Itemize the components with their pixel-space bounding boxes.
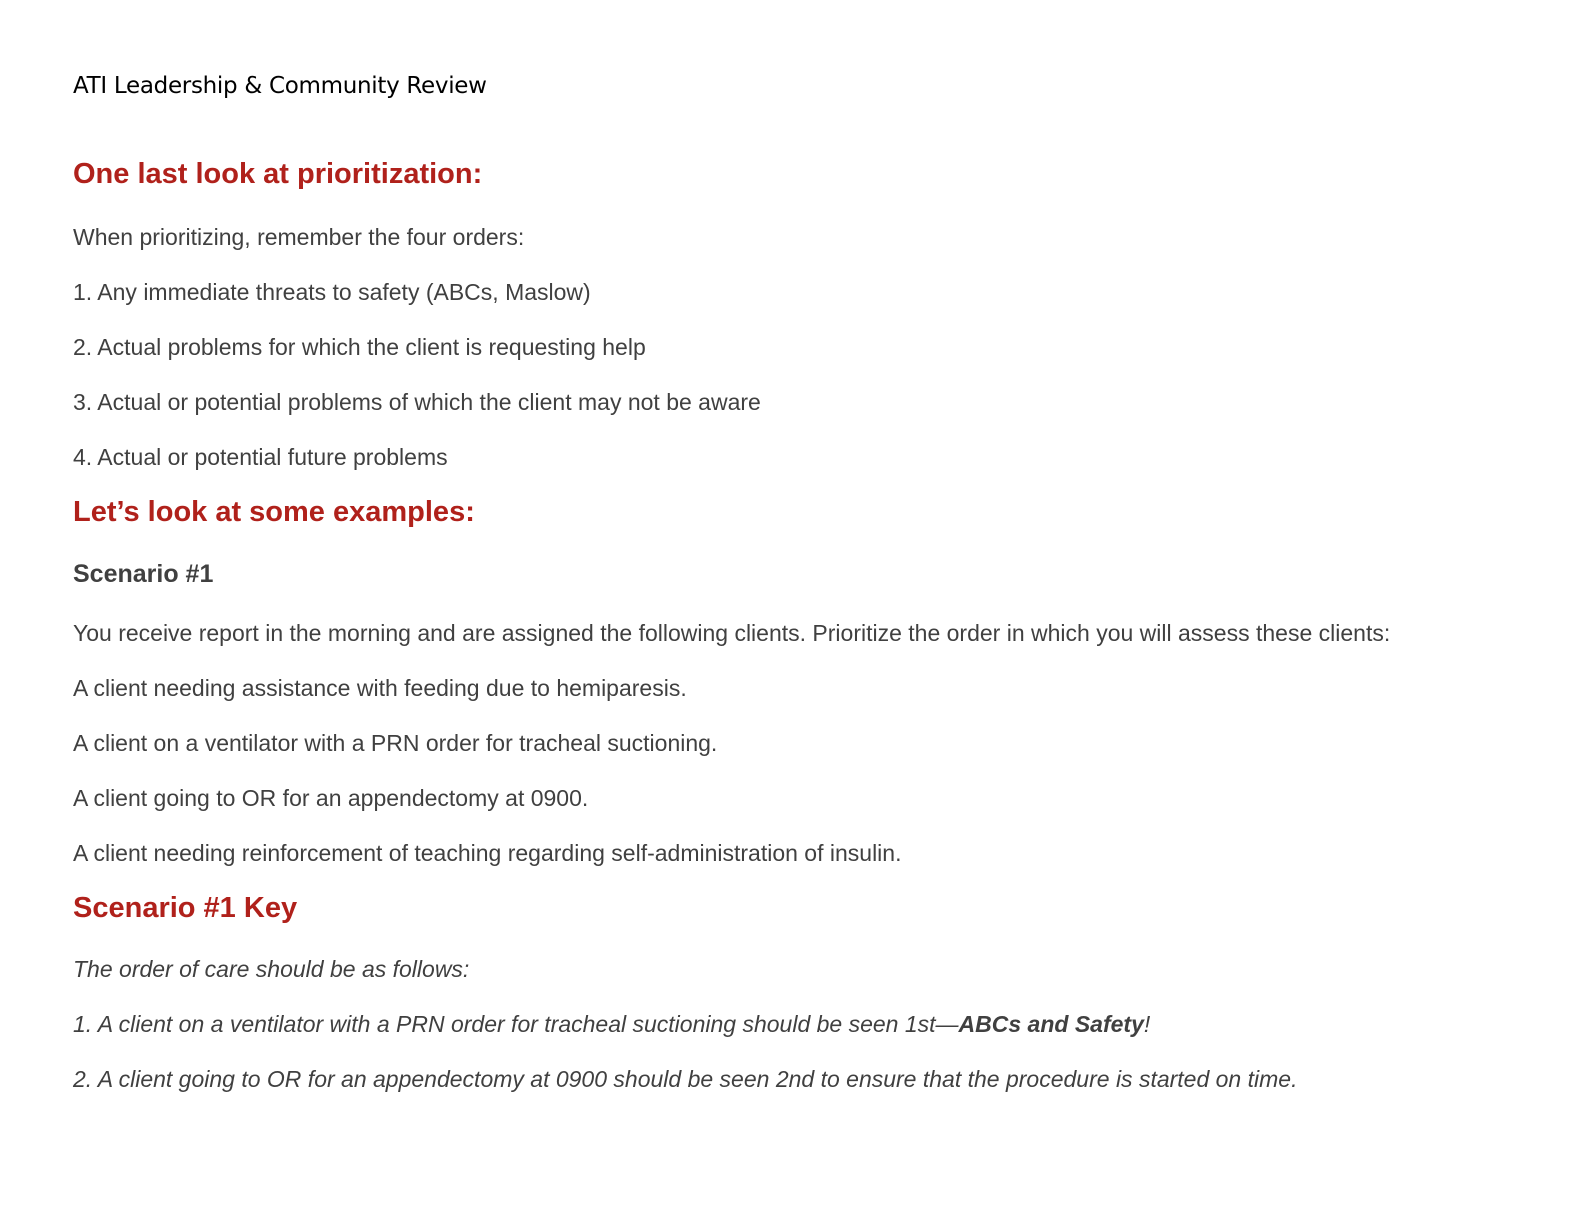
- client-item-4: A client needing reinforcement of teaching regarding self-administration of insulin.: [73, 840, 902, 866]
- client-item-1: A client needing assistance with feeding due to hemiparesis.: [73, 675, 687, 701]
- key-item-1-text: 1. A client on a ventilator with a PRN order for tracheal suctioning should be seen 1st—: [73, 1011, 959, 1037]
- key-item-2: 2. A client going to OR for an appendectomy at 0900 should be seen 2nd to ensure that the procedure is started on time.: [73, 1066, 1298, 1092]
- section-heading-prioritization: One last look at prioritization:: [73, 158, 483, 190]
- client-item-3: A client going to OR for an appendectomy at 0900.: [73, 785, 589, 811]
- order-item-4: 4. Actual or potential future problems: [73, 444, 448, 470]
- section-heading-scenario-key: Scenario #1 Key: [73, 892, 298, 924]
- order-item-2: 2. Actual problems for which the client is requesting help: [73, 334, 646, 360]
- document-header-title: ATI Leadership & Community Review: [73, 73, 487, 99]
- scenario-title: Scenario #1: [73, 560, 214, 588]
- key-item-1-emphasis: ABCs and Safety: [958, 1011, 1144, 1037]
- section-heading-examples: Let’s look at some examples:: [73, 496, 475, 528]
- order-item-1: 1. Any immediate threats to safety (ABCs, Maslow): [73, 279, 591, 305]
- order-item-3: 3. Actual or potential problems of which the client may not be aware: [73, 389, 761, 415]
- client-item-2: A client on a ventilator with a PRN order for tracheal suctioning.: [73, 730, 718, 756]
- scenario-prompt: You receive report in the morning and are assigned the following clients. Prioritize the order in which you will assess these clients:: [73, 620, 1391, 646]
- key-intro: The order of care should be as follows:: [73, 956, 470, 982]
- key-item-1: [73, 1011, 1150, 1038]
- prioritization-intro: When prioritizing, remember the four orders:: [73, 224, 525, 250]
- key-item-1-end: !: [1143, 1011, 1151, 1037]
